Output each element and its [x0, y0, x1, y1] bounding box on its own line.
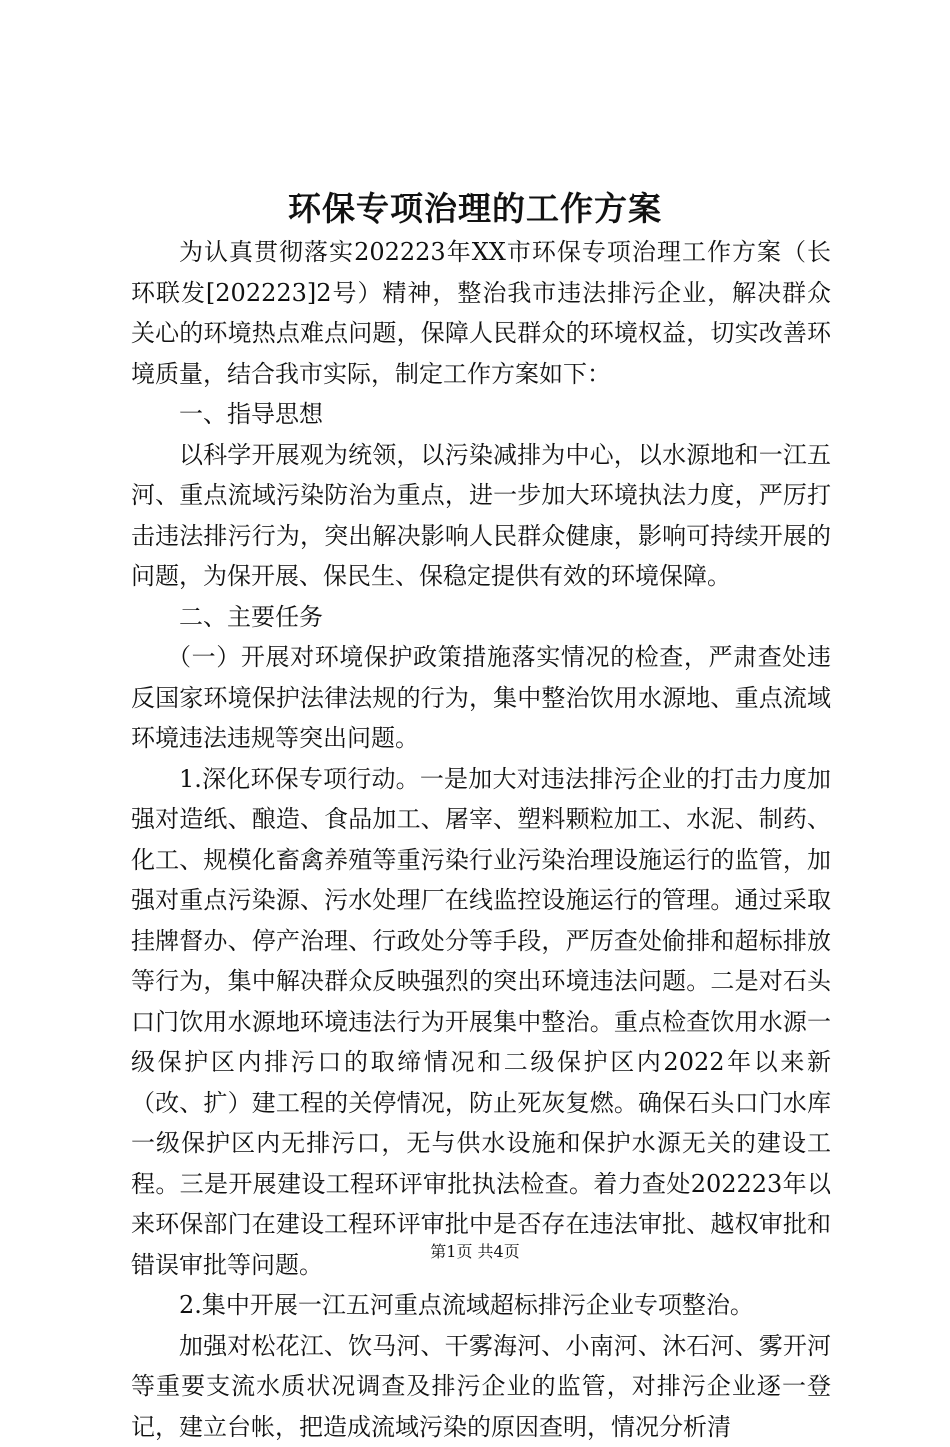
document-body: [131, 232, 831, 1447]
task-one-paragraph: （一）开展对环境保护政策措施落实情况的检查，严肃查处违反国家环境保护法律法规的行为，集中整治饮用水源地、重点流域环境违法违规等突出问题。: [131, 637, 831, 759]
document-title: 环保专项治理的工作方案: [0, 184, 950, 234]
task-item-1-paragraph: 1.深化环保专项行动。一是加大对违法排污企业的打击力度加强对造纸、酿造、食品加工、屠宰、塑料颗粒加工、水泥、制药、化工、规模化畜禽养殖等重污染行业污染治理设施运行的监管，加强对重点污染源、污水处理厂在线监控设施运行的管理。通过采取挂牌督办、停产治理、行政处分等手段，严厉查处偷排和超标排放等行为，集中解决群众反映强烈的突出环境违法问题。二是对石头口门饮用水源地环境违法行为开展集中整治。重点检查饮用水源一级保护区内排污口的取缔情况和二级保护区内2022年以来新（改、扩）建工程的关停情况，防止死灰复燃。确保石头口门水库一级保护区内无排污口，无与供水设施和保护水源无关的建设工程。三是开展建设工程环评审批执法检查。着力查处202223年以来环保部门在建设工程环评审批中是否存在违法审批、越权审批和错误审批等问题。: [131, 759, 831, 1286]
task-item-2-paragraph: 加强对松花江、饮马河、干雾海河、小南河、沐石河、雾开河等重要支流水质状况调查及排污企业的监管，对排污企业逐一登记，建立台帐，把造成流域污染的原因查明，情况分析清: [131, 1326, 831, 1447]
guiding-ideology-paragraph: 以科学开展观为统领，以污染减排为中心，以水源地和一江五河、重点流域污染防治为重点，进一步加大环境执法力度，严厉打击违法排污行为，突出解决影响人民群众健康，影响可持续开展的问题，为保开展、保民生、保稳定提供有效的环境保障。: [131, 435, 831, 597]
section-heading-main-tasks: 二、主要任务: [131, 597, 831, 638]
section-heading-guiding-ideology: 一、指导思想: [131, 394, 831, 435]
page-number-footer: 第1页 共4页: [0, 1240, 950, 1264]
task-item-2-heading: 2.集中开展一江五河重点流域超标排污企业专项整治。: [131, 1285, 831, 1326]
intro-paragraph: 为认真贯彻落实202223年XX市环保专项治理工作方案（长环联发[202223]2号）精神，整治我市违法排污企业，解决群众关心的环境热点难点问题，保障人民群众的环境权益，切实改善环境质量，结合我市实际，制定工作方案如下：: [131, 232, 831, 394]
